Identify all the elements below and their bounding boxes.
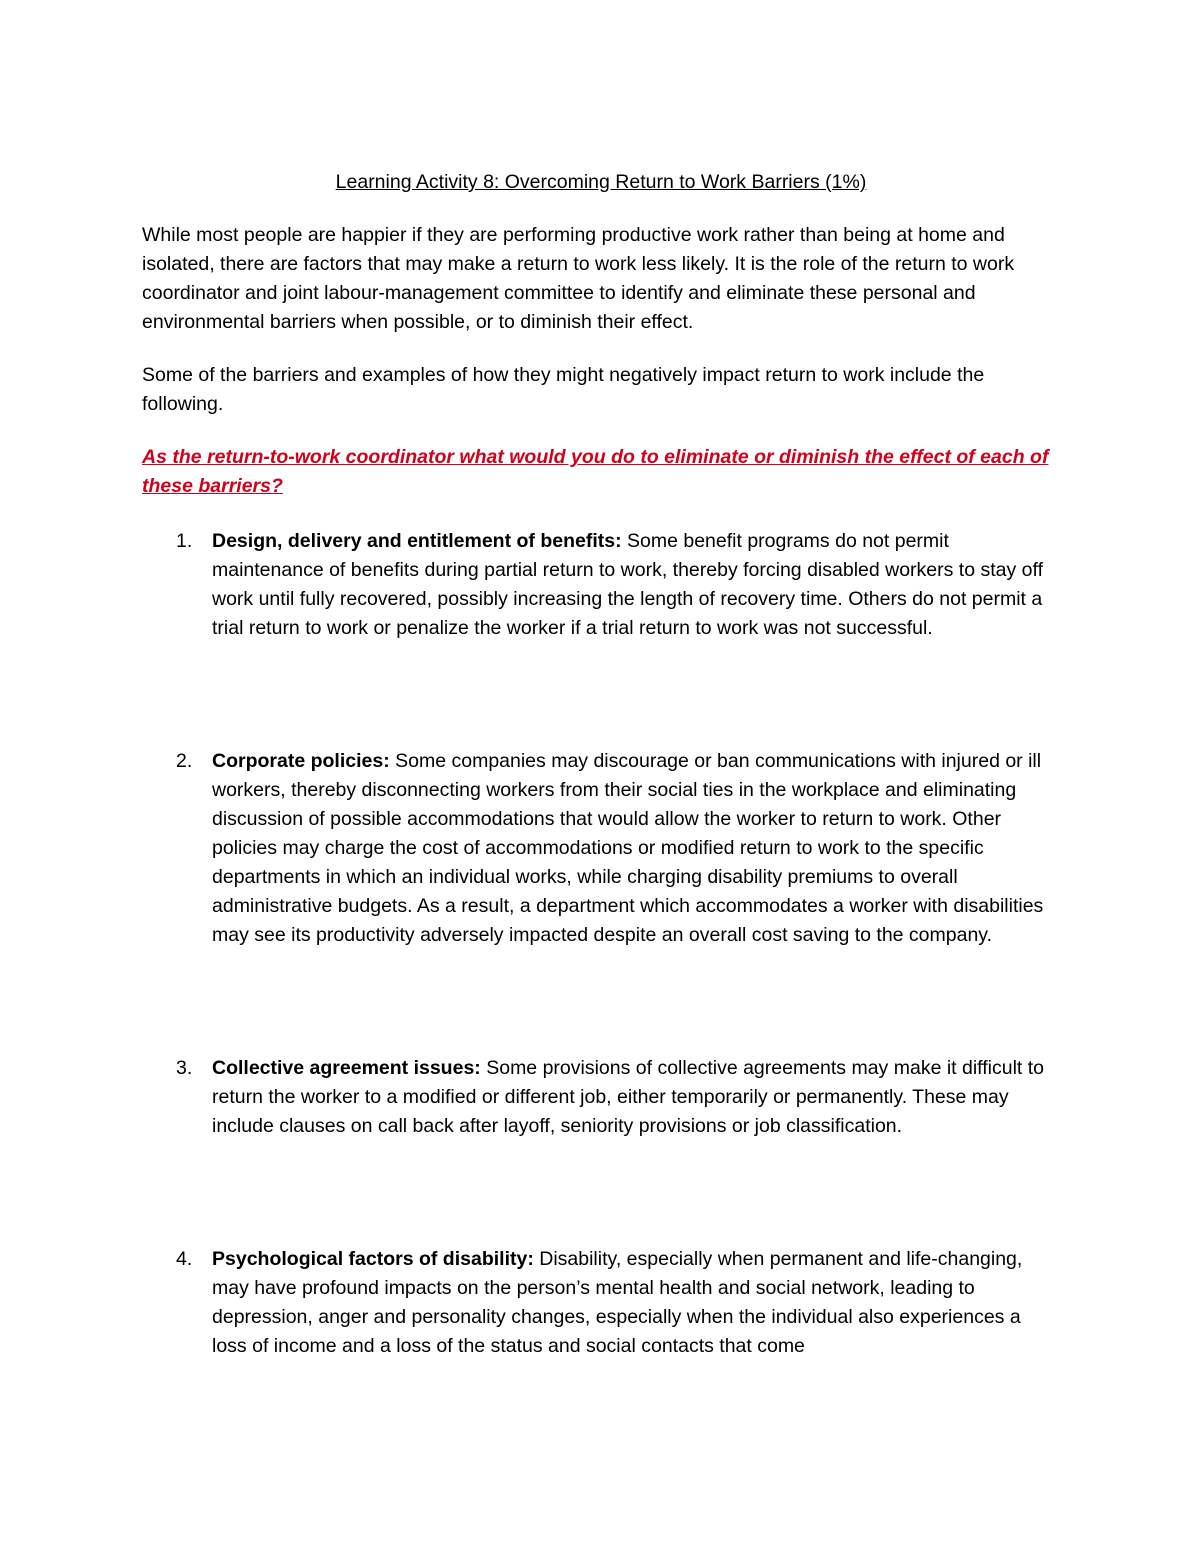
document-body <box>142 168 1060 1361</box>
list-item-corporate-policies <box>142 747 1060 950</box>
list-item-text: Disability, especially when permanent and life-changing, may have profound impacts on the person’s mental health and social network, leading to depression, anger and personality changes, especially when the individual also experiences a loss of income and a loss of the status and social contacts that come <box>212 1248 1023 1357</box>
list-item-psychological-factors <box>142 1245 1060 1361</box>
list-item-term: Design, delivery and entitlement of benefits: <box>212 530 622 552</box>
list-item-term: Collective agreement issues: <box>212 1057 481 1079</box>
list-item-text: Some companies may discourage or ban communications with injured or ill workers, thereby disconnecting workers from their social ties in the workplace and eliminating discussion of possible accommodations that would allow the worker to return to work. Other policies may charge the cost of accommodations or modified return to work to the specific departments in which an individual works, while charging disability premiums to overall administrative budgets. As a result, a department which accommodates a worker with disabilities may see its productivity adversely impacted despite an overall cost saving to the company. <box>212 750 1044 946</box>
list-item-number: 1. <box>176 530 193 552</box>
list-item-number: 4. <box>176 1248 193 1270</box>
document-title: Learning Activity 8: Overcoming Return to Work Barriers (1%) <box>335 171 867 193</box>
list-item-term: Corporate policies: <box>212 750 390 772</box>
list-item-number: 2. <box>176 750 193 772</box>
question-prompt: As the return-to-work coordinator what would you do to eliminate or diminish the effect of each of these barriers? <box>142 446 1049 497</box>
list-item-number: 3. <box>176 1057 193 1079</box>
list-item-collective-agreement <box>142 1054 1060 1141</box>
barriers-list <box>142 527 1060 1361</box>
barriers-intro-paragraph: Some of the barriers and examples of how they might negatively impact return to work include the following. <box>142 364 985 415</box>
list-item-term: Psychological factors of disability: <box>212 1248 534 1270</box>
list-item-benefits <box>142 527 1060 643</box>
list-item-text: Some provisions of collective agreements may make it difficult to return the worker to a modified or different job, either temporarily or permanently. These may include clauses on call back after layoff, seniority provisions or job classification. <box>212 1057 1045 1137</box>
intro-paragraph: While most people are happier if they are performing productive work rather than being at home and isolated, there are factors that may make a return to work less likely. It is the role of the return to work coordinator and joint labour-management committee to identify and eliminate these personal and environmental barriers when possible, or to diminish their effect. <box>142 224 1015 333</box>
list-item-text: Some benefit programs do not permit maintenance of benefits during partial return to work, thereby forcing disabled workers to stay off work until fully recovered, possibly increasing the length of recovery time. Others do not permit a trial return to work or penalize the worker if a trial return to work was not successful. <box>212 530 1043 639</box>
